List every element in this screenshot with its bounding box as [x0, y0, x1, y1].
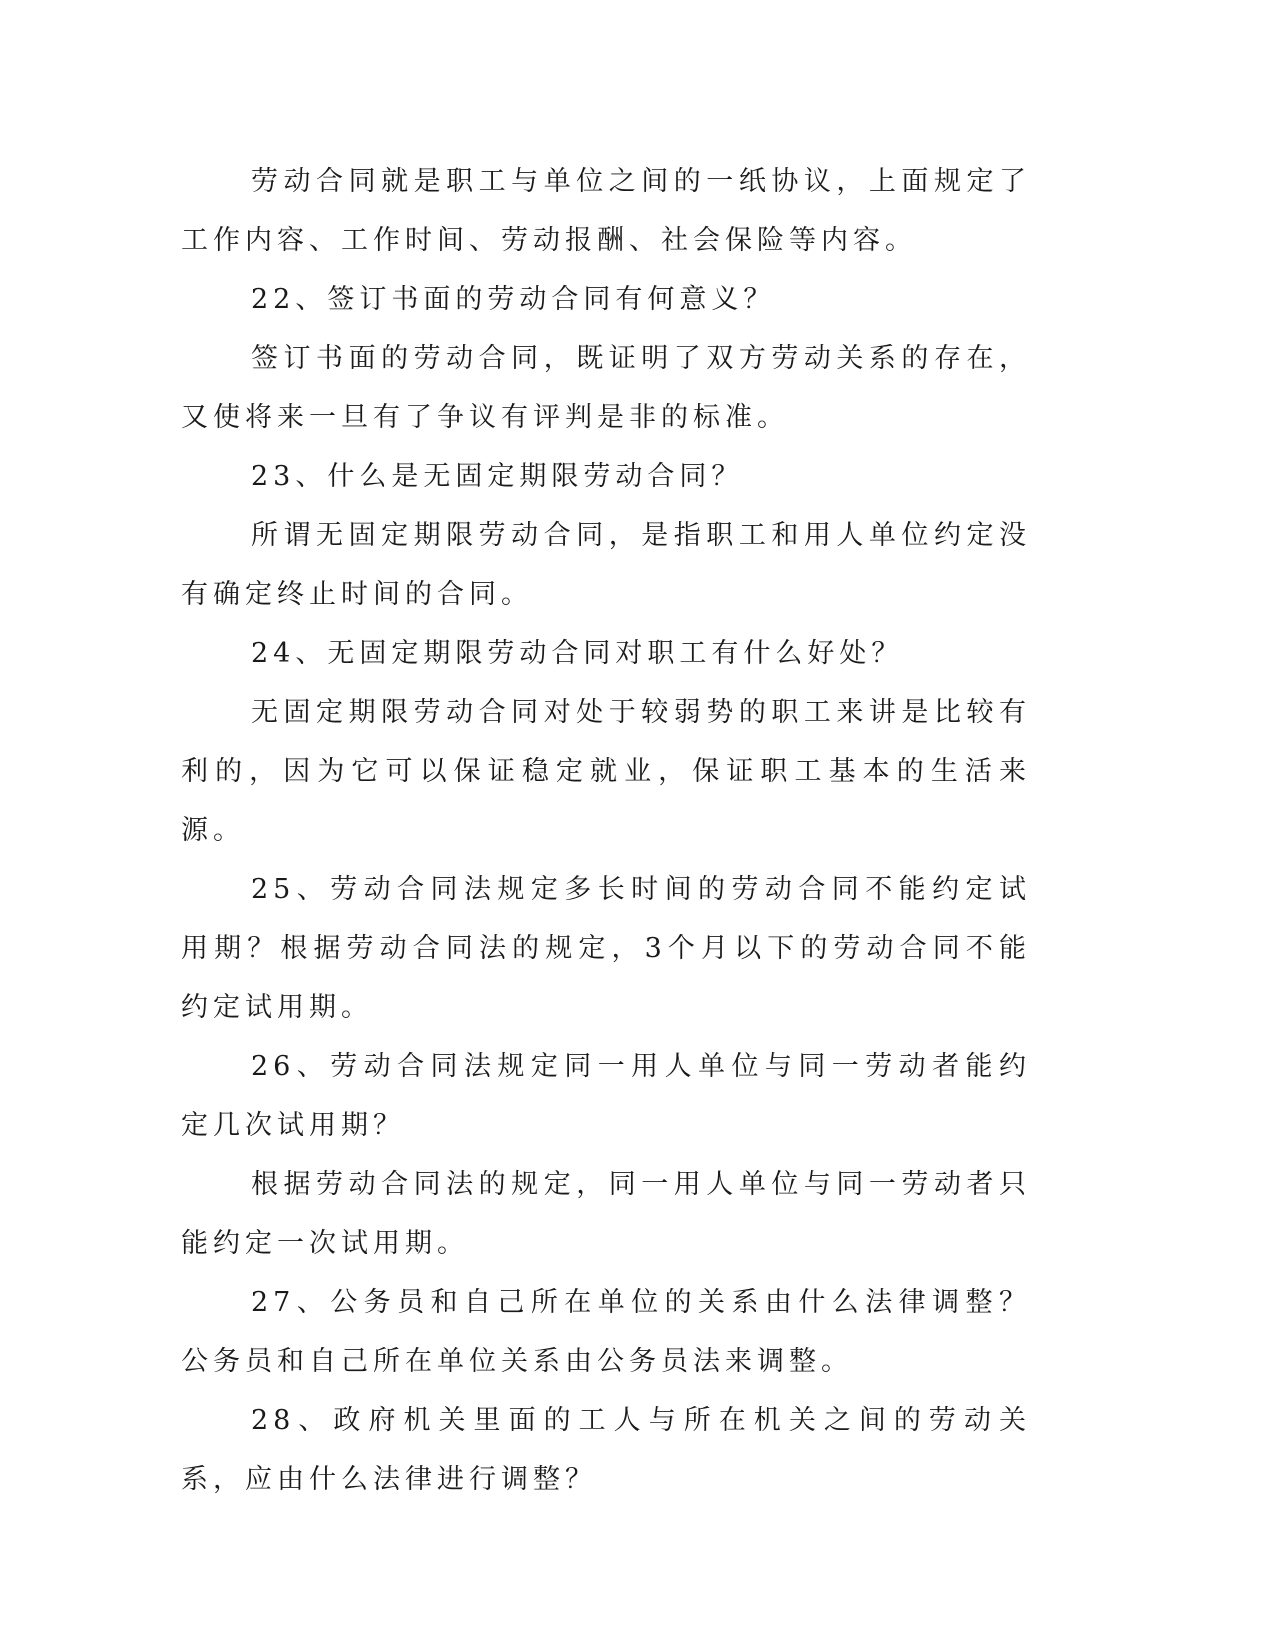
document-body	[181, 152, 1031, 1509]
answer-23: 所谓无固定期限劳动合同，是指职工和用人单位约定没有确定终止时间的合同。	[181, 520, 1031, 610]
answer-22: 签订书面的劳动合同，既证明了双方劳动关系的存在，又使将来一旦有了争议有评判是非的标准。	[181, 343, 1031, 433]
answer-24: 无固定期限劳动合同对处于较弱势的职工来讲是比较有利的，因为它可以保证稳定就业，保证职工基本的生活来源。	[181, 697, 1031, 846]
paragraph-contract-definition: 劳动合同就是职工与单位之间的一纸协议，上面规定了工作内容、工作时间、劳动报酬、社会保险等内容。	[181, 166, 1031, 256]
question-28: 28、政府机关里面的工人与所在机关之间的劳动关系，应由什么法律进行调整？	[181, 1405, 1031, 1495]
question-24: 24、无固定期限劳动合同对职工有什么好处？	[251, 638, 904, 669]
question-26: 26、劳动合同法规定同一用人单位与同一劳动者能约定几次试用期？	[181, 1051, 1031, 1141]
question-23: 23、什么是无固定期限劳动合同？	[251, 461, 744, 492]
question-22: 22、签订书面的劳动合同有何意义？	[251, 284, 776, 315]
question-answer-25: 25、劳动合同法规定多长时间的劳动合同不能约定试用期？根据劳动合同法的规定，3个月以下的劳动合同不能约定试用期。	[181, 874, 1031, 1023]
answer-26: 根据劳动合同法的规定，同一用人单位与同一劳动者只能约定一次试用期。	[181, 1169, 1031, 1259]
question-answer-27: 27、公务员和自己所在单位的关系由什么法律调整？公务员和自己所在单位关系由公务员法来调整。	[181, 1287, 1031, 1377]
